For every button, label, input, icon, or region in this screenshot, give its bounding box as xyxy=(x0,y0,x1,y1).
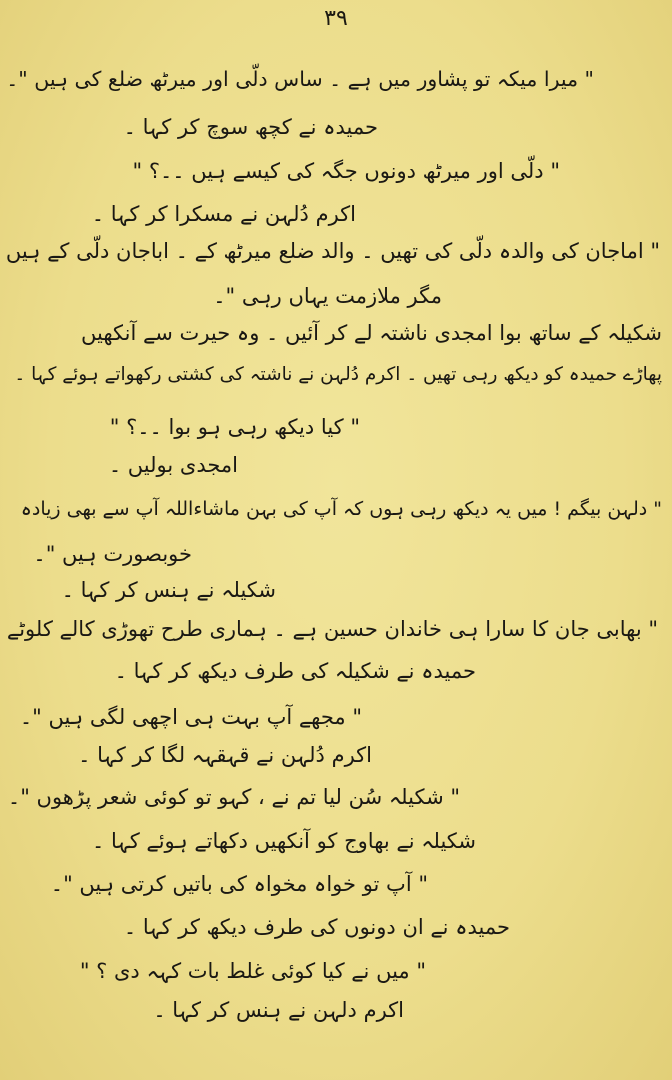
text-line: پھاڑے حمیدہ کو دیکھ رہی تھیں ۔ اکرم دُلہن نے ناشتہ کی کشتی رکھواتے ہوئے کہا ۔ xyxy=(14,364,662,385)
page-number: ۳۹ xyxy=(324,6,348,31)
text-line: حمیدہ نے شکیلہ کی طرف دیکھ کر کہا ۔ xyxy=(114,659,476,683)
text-line: شکیلہ نے بھاوج کو آنکھیں دکھاتے ہوئے کہا ۔ xyxy=(92,829,476,853)
text-line: حمیدہ نے ان دونوں کی طرف دیکھ کر کہا ۔ xyxy=(123,915,510,939)
text-line: " دلہن بیگم ! میں یہ دیکھ رہی ہوں کہ آپ کی بہن ماشاءاللہ آپ سے بھی زیادہ xyxy=(20,498,662,520)
text-line: حمیدہ نے کچھ سوچ کر کہا ۔ xyxy=(123,115,378,139)
text-line: خوبصورت ہیں "۔ xyxy=(33,542,192,566)
text-line: " میں نے کیا کوئی غلط بات کہہ دی ؟ " xyxy=(79,959,426,983)
text-line: اکرم دلہن نے ہنس کر کہا ۔ xyxy=(153,998,404,1022)
text-line: " بھابی جان کا سارا ہی خاندان حسین ہے ۔ ہماری طرح تھوڑی کالے کلوٹے xyxy=(6,617,658,641)
text-line: " اماجان کی والدہ دلّی کی تھیں ۔ والد ضلع میرٹھ کے ۔ اباجان دلّی کے ہیں xyxy=(5,239,660,263)
text-line: " مجھے آپ بہت ہی اچھی لگی ہیں "۔ xyxy=(19,705,362,729)
text-line: امجدی بولیں ۔ xyxy=(108,453,238,477)
text-line: " میرا میکہ تو پشاور میں ہے ۔ ساس دلّی اور میرٹھ ضلع کی ہیں "۔ xyxy=(6,67,594,91)
text-line: " آپ تو خواہ مخواہ کی باتیں کرتی ہیں "۔ xyxy=(50,872,428,896)
text-line: مگر ملازمت یہاں رہی "۔ xyxy=(213,284,442,308)
text-line: " دلّی اور میرٹھ دونوں جگہ کی کیسے ہیں ۔۔؟ " xyxy=(132,159,560,183)
text-line: شکیلہ نے ہنس کر کہا ۔ xyxy=(61,578,276,602)
text-line: " کیا دیکھ رہی ہو بوا ۔۔؟ " xyxy=(109,415,360,439)
text-line: شکیلہ کے ساتھ بوا امجدی ناشتہ لے کر آئیں ۔ وہ حیرت سے آنکھیں xyxy=(81,321,662,345)
text-line: اکرم دُلہن نے قہقہہ لگا کر کہا ۔ xyxy=(78,743,372,767)
text-line: " شکیلہ سُن لیا تم نے ، کہو تو کوئی شعر پڑھوں "۔ xyxy=(7,785,460,809)
text-line: اکرم دُلہن نے مسکرا کر کہا ۔ xyxy=(91,202,356,226)
